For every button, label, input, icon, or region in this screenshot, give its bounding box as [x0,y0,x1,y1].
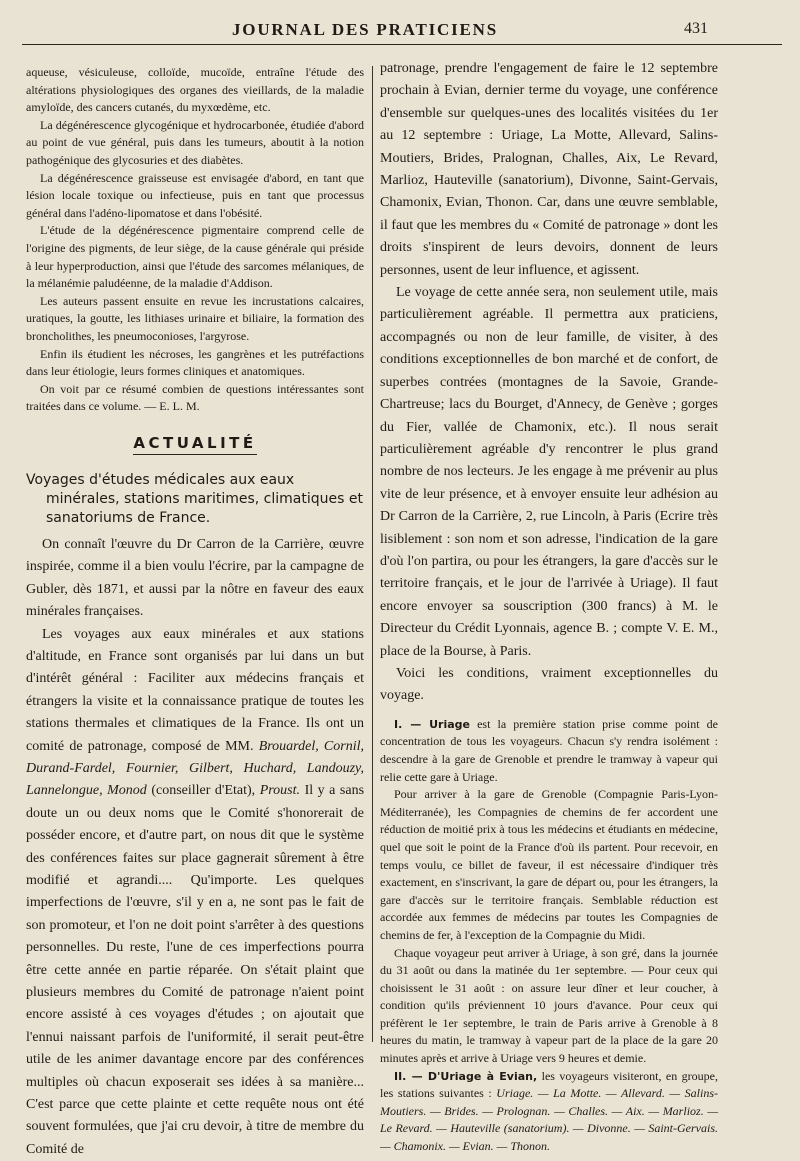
condition-item: Pour arriver à la gare de Grenoble (Compagnie Paris-Lyon-Méditerranée), les Compagnies de chemins de fer accordent une réduction de moitié prix à tous les médecins et étudiants en médecine, quel que soit le point de la France d'où ils partent. Pour recevoir, en temps voulu, ce billet de faveur, il est nécessaire d'indiquer très exactement, en s'inscrivant, la gare de départ ou, pour les étrangers, la gare d'accès sur le territoire français. Semblable réduction est accordée aux femmes de médecins par toutes les Compagnies de chemins de fer, à l'exception de la Compagnie du Midi. [380,786,718,944]
article-body-left [26,534,364,1161]
review-closing: On voit par ce résumé combien de questions intéressantes sont traitées dans ce volume. [26,382,364,414]
conditions-list [380,716,718,1156]
review-paragraph: La dégénérescence glycogénique et hydrocarbonée, étudiée d'abord au point de vue général, puis dans les tumeurs, aboutit à la notion pathogénique des glycosuries et des diabètes. [26,117,364,170]
paragraph-text: Les voyages aux eaux minérales et aux stations d'altitude, en France sont organisés par lui dans un but d'intérêt général : Faciliter aux médecins français et étrangers la visite et la connaissance pratique de toutes les stations thermales et climatiques de la France. Ils ont un comité de patronage, composé de MM. [26,627,364,754]
paragraph-text: Il y a sans doute un ou deux noms que le Comité s'honorerait de posséder encore, et d'autre part, on nous dit que le système des conférences faites sur place gagnerait sûrement à être modifié et agrandi.... Qu'importe. Les quelques imperfections de l'œuvre, s'il y en a, ne sont pas le fait de son promoteur, et l'on ne doit point s'arrêter à des questions personnelles. Du reste, l'une de ces imperfections pourra être cette année en partie réparée. On s'était plaint que plusieurs membres du Comité de patronage n'aient point encore assisté à ces voyages d'études ; on ajoutait que l'ennui naissant parfois de l'uniformité, il serait peut-être utile de les animer davantage encore par des conférences multiples où chacun exposerait ses idées à sa manière... C'est parce que cette plainte et cette requête nous ont été souvent formulées, que j'ai cru devoir, à titre de membre du Comité de [26,783,364,1157]
condition-item: Chaque voyageur peut arriver à Uriage, à son gré, dans la journée du 31 août ou dans la matinée du 1er septembre. — Pour ceux qui choisissent le 31 août : on assure leur dîner et leur coucher, à condition qu'ils préviennent 10 jours d'avance. Pour ceux qui préfèrent le 1er septembre, le train de Paris arrive à Grenoble à 8 heures du matin, le tramway à vapeur part de la place de la gare 20 minutes après et arrive à Uriage vers 9 heures et demie. [380,945,718,1068]
committee-names: Brouardel, Cornil, Durand-Fardel, Fournier, Gilbert, Huchard, Landouzy, Lannelongue, Monod [26,739,364,799]
committee-names: Proust. [260,783,300,798]
article-title: Voyages d'études médicales aux eaux minérales, stations maritimes, climatiques et sanatoriums de France. [26,471,364,528]
section-heading-wrap [26,434,364,455]
station-list: Uriage. — La Motte. — Allevard. — Salins-Moutiers. — Brides. — Prolognan. — Challes. — Aix. — Marlioz. — Le Revard. — Hauteville (sanatorium). — Divonne. — Saint-Gervais. — Chamonix. — Evian. — Thonon. [380,1086,718,1153]
item-lead: II. — D'Uriage à Evian, [394,1070,537,1083]
page-header [22,14,708,44]
review-paragraph: aqueuse, vésiculeuse, colloïde, mucoïde, entraîne l'étude des altérations physiologiques des organes des vieillards, de la maladie amyloïde, des cancers cutanés, du myxœdème, etc. [26,64,364,117]
right-column [380,58,718,1156]
left-column [26,64,364,1161]
book-review [26,64,364,416]
page-number: 431 [684,20,708,38]
item-text: les voyageurs visiteront, en groupe, les stations suivantes : [380,1069,718,1101]
article-paragraph: On connaît l'œuvre du Dr Carron de la Carrière, œuvre inspirée, comme il a bien voulu l'écrire, par la campagne de Gubler, dès 1871, et aussi par la nôtre en faveur des eaux minérales françaises. [26,534,364,624]
header-rule [22,44,782,45]
article-paragraph: Voici les conditions, vraiment exceptionnelles du voyage. [380,663,718,708]
article-paragraph [26,624,364,1161]
item-lead: I. — Uriage [394,718,470,731]
paragraph-text: (conseiller d'Etat), [151,783,255,798]
condition-item [380,716,718,786]
condition-item [380,1068,718,1156]
review-paragraph: La dégénérescence graisseuse est envisagée d'abord, en tant que lésion locale toxique ou infectieuse, puis en tant que processus général dans l'adéno-lipomatose et dans l'obésité. [26,170,364,223]
item-text: est la première station prise comme point de concentration de tous les voyageurs. Chacun s'y rendra isolément : descendre à la gare de Grenoble et prendre le tramway à vapeur qui relie cette gare à Uriage. [380,717,718,784]
journal-title: JOURNAL DES PRATICIENS [22,20,708,40]
review-signature: — E. L. M. [144,399,199,413]
review-paragraph: Enfin ils étudient les nécroses, les gangrènes et les putréfactions dans leur étiologie, leurs formes cliniques et anatomiques. [26,346,364,381]
article-paragraph: Le voyage de cette année sera, non seulement utile, mais particulièrement agréable. Il permettra aux praticiens, accompagnés ou non de leur famille, de visiter, à des conditions exceptionnelles de bon marché et de confort, de superbes contrées (montagnes de la Savoie, Grande-Chartreuse; lacs du Bourget, d'Annecy, de Genève ; gorges du Fier, vallée de Chamonix, etc.). Il nous serait particulièrement agréable d'y rencontrer le plus grand nombre de nos lecteurs. Je les engage à me prévenir au plus vite de leur présence, et à envoyer ensuite leur adhésion au Dr Carron de la Carrière, 2, rue Lincoln, à Paris (Ecrire très lisiblement : son nom et son adresse, l'indication de la gare d'où l'on partira, ou pour les étrangers, la gare d'accès sur le territoire français, et le jour de l'arrivée à Uriage). Il faut encore envoyer sa souscription (300 francs) à M. le Directeur du Crédit Lyonnais, agence B. ; compte V. E. M., place de la Bourse, à Paris. [380,282,718,663]
article-paragraph: patronage, prendre l'engagement de faire le 12 septembre prochain à Evian, dernier terme du voyage, une conférence d'ensemble sur quelques-unes des localités visitées du 1er au 12 septembre : Uriage, La Motte, Allevard, Salins-Moutiers, Brides, Pralognan, Challes, Aix, Le Revard, Marlioz, Hauteville (sanatorium), Divonne, Saint-Gervais, Chamonix, Evian, Thonon. Car, dans une œuvre semblable, il faut que les membres du « Comité de patronage » dont les droits s'inspirent de leurs devoirs, donnent de leurs personnes, usent de leur influence, et agissent. [380,58,718,282]
section-title: ACTUALITÉ [133,434,256,455]
column-divider [372,66,373,1042]
review-paragraph: L'étude de la dégénérescence pigmentaire comprend celle de l'origine des pigments, de leur siège, de la cause générale qui préside à leur hyperproduction, ainsi que l'étude des sarcomes mélaniques, de la mélanémie paludéenne, de la maladie d'Addison. [26,222,364,292]
review-paragraph [26,381,364,416]
article-body-right [380,58,718,708]
review-paragraph: Les auteurs passent ensuite en revue les incrustations calcaires, uratiques, la goutte, les lithiases urinaire et biliaire, la formation des broncholithes, les pneumoconioses, l'argyrose. [26,293,364,346]
